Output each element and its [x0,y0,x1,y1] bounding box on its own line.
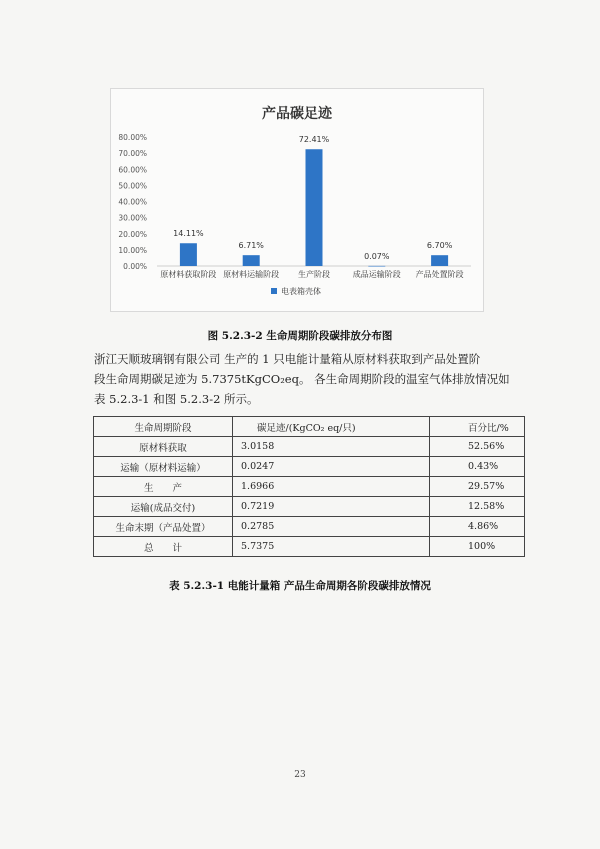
y-tick-label: 30.00% [118,213,147,223]
table-cell: 0.7219 [233,497,430,517]
table-cell: 0.43% [430,457,525,477]
table-header-row [94,417,525,437]
table-cell: 100% [430,537,525,557]
y-tick-label: 80.00% [118,133,147,142]
table-cell: 运输(成品交付) [94,497,233,517]
x-tick-label: 成品运输阶段 [352,270,401,279]
table-cell: 运输（原材料运输） [94,457,233,477]
table-row [94,517,525,537]
table-row [94,537,525,557]
legend-swatch [271,288,277,294]
table-header-cell: 百分比/% [430,417,525,437]
y-tick-label: 50.00% [118,181,147,191]
data-label: 72.41% [298,135,330,145]
y-tick-label: 20.00% [118,229,147,239]
x-tick-label: 原材料运输阶段 [223,270,280,279]
bar [180,243,197,266]
table-cell: 5.7375 [233,537,430,557]
bar [243,255,260,266]
paragraph-line-1: 浙江天顺玻璃钢有限公司 生产的 1 只电能计量箱从原材料获取到产品处置阶 [94,352,481,366]
table-cell: 总 计 [94,537,233,557]
table-cell: 12.58% [430,497,525,517]
paragraph-line-3: 表 5.2.3-1 和图 5.2.3-2 所示。 [94,392,259,406]
x-tick-label: 生产阶段 [298,270,330,279]
table-cell: 生命末期（产品处置） [94,517,233,537]
bar [431,255,448,266]
y-tick-label: 40.00% [118,197,147,207]
table-cell: 3.0158 [233,437,430,457]
y-tick-label: 60.00% [118,165,147,175]
emissions-table [93,416,525,557]
data-label: 6.70% [426,241,453,251]
data-label: 14.11% [173,229,204,239]
table-header-cell: 碳足迹/(KgCO₂ eq/只) [233,417,430,437]
bar [368,266,385,267]
table-cell: 29.57% [430,477,525,497]
table-caption: 表 5.2.3-1 电能计量箱 产品生命周期各阶段碳排放情况 [169,580,431,592]
carbon-footprint-chart [110,88,484,312]
table-cell: 1.6966 [233,477,430,497]
page-number: 23 [294,770,306,780]
y-tick-label: 10.00% [118,245,147,255]
chart-title: 产品碳足迹 [262,106,332,122]
table-row [94,437,525,457]
figure-caption: 图 5.2.3-2 生命周期阶段碳排放分布图 [207,330,393,342]
chart-canvas [111,89,483,311]
legend-label: 电表箱壳体 [281,287,321,296]
table-cell: 52.56% [430,437,525,457]
table-cell: 生 产 [94,477,233,497]
table-cell: 原材料获取 [94,437,233,457]
table-row [94,497,525,517]
table-cell: 4.86% [430,517,525,537]
table-header-cell: 生命周期阶段 [94,417,233,437]
x-tick-label: 产品处置阶段 [415,270,464,279]
x-tick-label: 原材料获取阶段 [160,270,217,279]
y-tick-label: 0.00% [123,262,147,271]
table-row [94,477,525,497]
data-label: 6.71% [238,241,264,251]
table-cell: 0.0247 [233,457,430,477]
bar [306,149,323,266]
y-tick-label: 70.00% [118,149,147,159]
table-row [94,457,525,477]
data-label: 0.07% [364,251,390,261]
table-cell: 0.2785 [233,517,430,537]
paragraph-line-2: 段生命周期碳足迹为 5.7375tKgCO₂eq。 各生命周期阶段的温室气体排放情况如 [94,372,510,386]
